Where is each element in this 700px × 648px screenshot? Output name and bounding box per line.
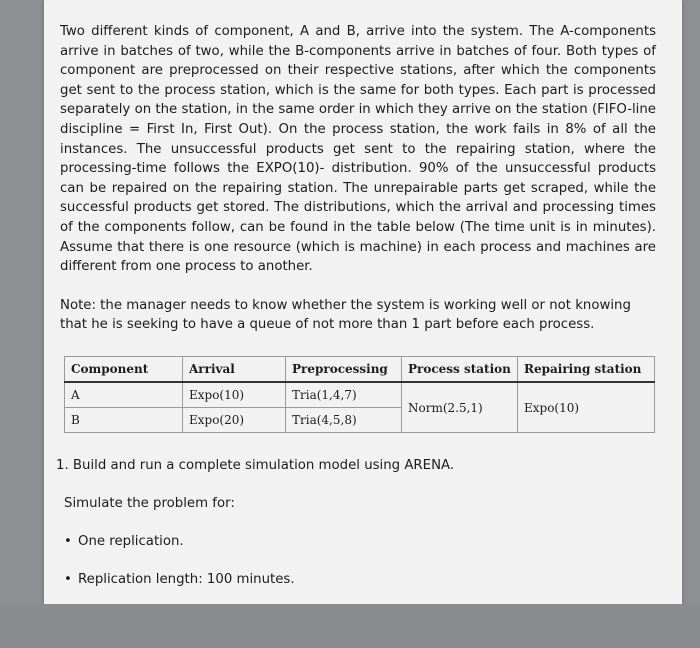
simulate-label: Simulate the problem for: <box>64 496 235 511</box>
cell-preprocessing: Tria(1,4,7) <box>286 382 402 408</box>
table-row <box>65 382 655 408</box>
bullet-item <box>64 572 295 587</box>
manager-note: Note: the manager needs to know whether the system is working well or not knowing that he is seeking to have a queue of not more than 1 part before each process. <box>60 298 631 332</box>
cell-arrival: Expo(20) <box>183 408 286 433</box>
cell-component: A <box>65 382 183 408</box>
problem-paragraph: Two different kinds of component, A and B, arrive into the system. The A-components arrive in batches of two, while the B-components arrive in batches of four. Both types of component are preprocessed on their respective stations, after which the components get sent to the process station, which is the same for both types. Each part is processed separately on the station, in the same order in which they arrive on the station (FIFO-line discipline = First In, First Out). On the process station, the work fails in 8% of all the instances. The unsuccessful products get sent to the repairing station, where the processing-time follows the EXPO(10)- distribution. 90% of the unsuccessful products can be repaired on the repairing station. The unrepairable parts get scraped, while the successful products get stored. The distributions, which the arrival and processing times of the components follow, can be found in the table below (The time unit is in minutes). Assume that there is one resource (which is machine) in each process and machines are different from one process to another. <box>60 24 656 275</box>
bullet-text: One replication. <box>78 534 184 549</box>
header-repairing-station: Repairing station <box>518 357 655 383</box>
cell-arrival: Expo(10) <box>183 382 286 408</box>
cell-process-station: Norm(2.5,1) <box>402 382 518 433</box>
cell-preprocessing: Tria(4,5,8) <box>286 408 402 433</box>
bullet-icon: • <box>64 572 72 587</box>
table-header-row <box>65 357 655 383</box>
header-component: Component <box>65 357 183 383</box>
bullet-icon: • <box>64 534 72 549</box>
header-arrival: Arrival <box>183 357 286 383</box>
bullet-item <box>64 534 184 549</box>
cell-repairing-station: Expo(10) <box>518 382 655 433</box>
cell-component: B <box>65 408 183 433</box>
task-item-1: 1. Build and run a complete simulation model using ARENA. <box>56 458 455 473</box>
distribution-table <box>64 356 655 433</box>
document-page <box>44 0 682 604</box>
header-process-station: Process station <box>402 357 518 383</box>
header-preprocessing: Preprocessing <box>286 357 402 383</box>
bullet-text: Replication length: 100 minutes. <box>78 572 295 587</box>
background-strip <box>0 604 700 648</box>
